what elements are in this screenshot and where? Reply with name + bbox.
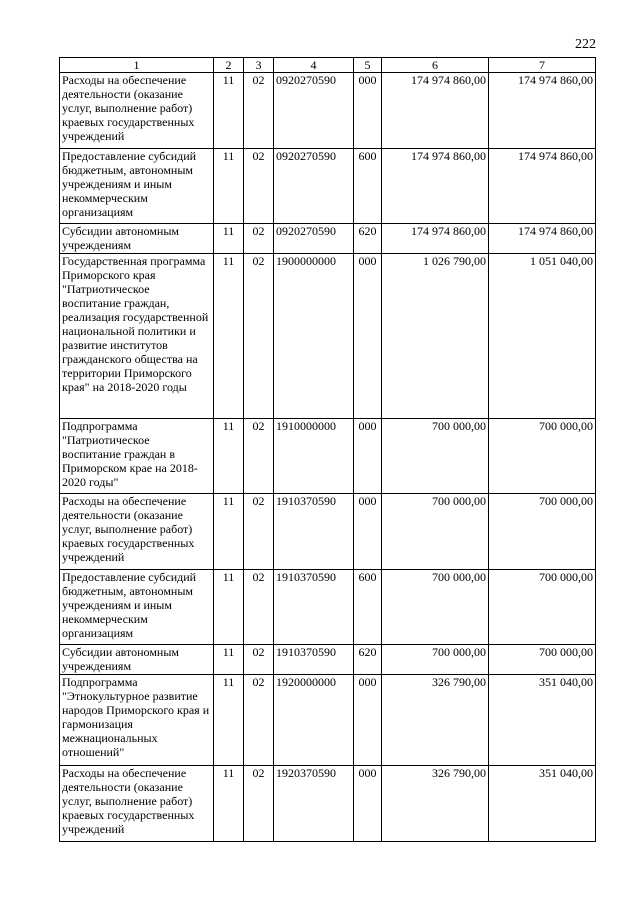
row-target: 1910000000: [274, 419, 354, 494]
header-col-7: 7: [489, 58, 596, 73]
row-subsection: 02: [244, 766, 274, 842]
row-amount-1: 174 974 860,00: [382, 224, 489, 254]
row-name: Субсидии автономным учреждениям: [60, 224, 214, 254]
row-section: 11: [214, 494, 244, 570]
row-amount-2: 174 974 860,00: [489, 73, 596, 149]
header-col-6: 6: [382, 58, 489, 73]
row-name: Расходы на обеспечение деятельности (оказание услуг, выполнение работ) краевых государственных учреждений: [60, 494, 214, 570]
table-row: [60, 766, 596, 842]
row-amount-1: 700 000,00: [382, 645, 489, 675]
row-subsection: 02: [244, 254, 274, 419]
row-amount-2: 351 040,00: [489, 766, 596, 842]
row-section: 11: [214, 645, 244, 675]
table-row: [60, 645, 596, 675]
row-target: 0920270590: [274, 224, 354, 254]
row-section: 11: [214, 675, 244, 766]
row-amount-2: 1 051 040,00: [489, 254, 596, 419]
row-subsection: 02: [244, 419, 274, 494]
row-section: 11: [214, 149, 244, 224]
row-subsection: 02: [244, 224, 274, 254]
row-amount-2: 174 974 860,00: [489, 149, 596, 224]
row-amount-1: 174 974 860,00: [382, 73, 489, 149]
row-amount-2: 174 974 860,00: [489, 224, 596, 254]
row-name: Государственная программа Приморского края "Патриотическое воспитание граждан, реализация государственной национальной политики и развитие институтов гражданского общества на территории Приморского края" на 2018-2020 годы: [60, 254, 214, 419]
page-number: 222: [575, 37, 596, 52]
row-name: Расходы на обеспечение деятельности (оказание услуг, выполнение работ) краевых государственных учреждений: [60, 766, 214, 842]
row-expense-type: 600: [354, 149, 382, 224]
header-col-2: 2: [214, 58, 244, 73]
row-amount-2: 700 000,00: [489, 570, 596, 645]
table-row: [60, 224, 596, 254]
row-name: Предоставление субсидий бюджетным, автономным учреждениям и иным некоммерческим организациям: [60, 149, 214, 224]
row-target: 0920270590: [274, 73, 354, 149]
header-row: [60, 58, 596, 73]
row-subsection: 02: [244, 73, 274, 149]
row-name: Подпрограмма "Патриотическое воспитание граждан в Приморском крае на 2018-2020 годы": [60, 419, 214, 494]
row-expense-type: 000: [354, 494, 382, 570]
row-target: 0920270590: [274, 149, 354, 224]
row-target: 1920000000: [274, 675, 354, 766]
table-row: [60, 570, 596, 645]
table-row: [60, 494, 596, 570]
row-target: 1910370590: [274, 570, 354, 645]
row-name: Предоставление субсидий бюджетным, автономным учреждениям и иным некоммерческим организациям: [60, 570, 214, 645]
header-col-3: 3: [244, 58, 274, 73]
header-col-4: 4: [274, 58, 354, 73]
table-row: [60, 73, 596, 149]
row-subsection: 02: [244, 570, 274, 645]
row-section: 11: [214, 73, 244, 149]
row-subsection: 02: [244, 149, 274, 224]
header-col-1: 1: [60, 58, 214, 73]
row-section: 11: [214, 224, 244, 254]
row-section: 11: [214, 766, 244, 842]
row-expense-type: 000: [354, 419, 382, 494]
row-expense-type: 620: [354, 645, 382, 675]
table-row: [60, 675, 596, 766]
row-section: 11: [214, 254, 244, 419]
row-amount-1: 700 000,00: [382, 494, 489, 570]
row-amount-1: 1 026 790,00: [382, 254, 489, 419]
row-subsection: 02: [244, 675, 274, 766]
row-expense-type: 600: [354, 570, 382, 645]
row-amount-1: 174 974 860,00: [382, 149, 489, 224]
header-col-5: 5: [354, 58, 382, 73]
row-amount-1: 326 790,00: [382, 675, 489, 766]
row-expense-type: 000: [354, 73, 382, 149]
row-amount-1: 326 790,00: [382, 766, 489, 842]
row-amount-2: 700 000,00: [489, 419, 596, 494]
row-subsection: 02: [244, 645, 274, 675]
row-name: Расходы на обеспечение деятельности (оказание услуг, выполнение работ) краевых государственных учреждений: [60, 73, 214, 149]
table-row: [60, 149, 596, 224]
row-target: 1920370590: [274, 766, 354, 842]
table-row: [60, 419, 596, 494]
row-name: Подпрограмма "Этнокультурное развитие народов Приморского края и гармонизация межнациональных отношений": [60, 675, 214, 766]
row-amount-2: 351 040,00: [489, 675, 596, 766]
table-row: [60, 254, 596, 419]
row-subsection: 02: [244, 494, 274, 570]
row-target: 1910370590: [274, 645, 354, 675]
row-expense-type: 000: [354, 254, 382, 419]
row-amount-2: 700 000,00: [489, 645, 596, 675]
row-name: Субсидии автономным учреждениям: [60, 645, 214, 675]
row-amount-1: 700 000,00: [382, 570, 489, 645]
budget-table: [59, 57, 596, 842]
row-amount-1: 700 000,00: [382, 419, 489, 494]
row-expense-type: 000: [354, 675, 382, 766]
row-amount-2: 700 000,00: [489, 494, 596, 570]
row-section: 11: [214, 570, 244, 645]
row-target: 1910370590: [274, 494, 354, 570]
row-section: 11: [214, 419, 244, 494]
row-expense-type: 000: [354, 766, 382, 842]
row-target: 1900000000: [274, 254, 354, 419]
row-expense-type: 620: [354, 224, 382, 254]
